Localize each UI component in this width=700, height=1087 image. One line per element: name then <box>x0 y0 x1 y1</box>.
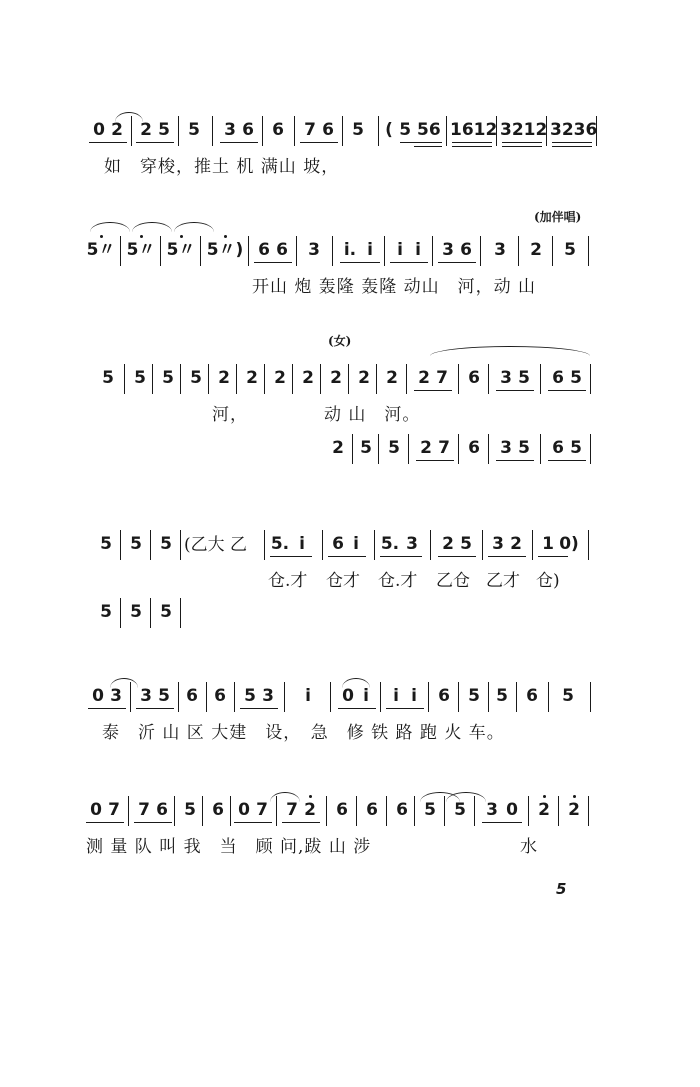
note: 2 <box>111 120 123 140</box>
note: 3 <box>486 800 498 820</box>
underline <box>270 556 312 557</box>
underline <box>452 142 492 143</box>
slur <box>90 222 130 232</box>
note: 0 <box>90 800 102 820</box>
note: 5. <box>380 534 400 554</box>
barline <box>474 796 475 826</box>
lyric-line: 开山 炮 轰隆 轰隆 动山 河，动 山 <box>252 277 537 297</box>
barline <box>540 434 541 464</box>
barline <box>160 236 161 266</box>
barline <box>208 364 209 394</box>
barline <box>152 364 153 394</box>
note: 2 <box>298 800 322 820</box>
note: 6 <box>276 240 288 260</box>
barline <box>432 236 433 266</box>
barline <box>376 364 377 394</box>
note: 5 <box>190 368 202 388</box>
note: 3 <box>500 368 512 388</box>
note: 5 <box>188 120 200 140</box>
note: 2 <box>140 120 152 140</box>
note: 5 <box>102 368 114 388</box>
barline <box>480 236 481 266</box>
barline <box>552 236 553 266</box>
note: 6 <box>468 368 480 388</box>
slur <box>174 222 214 232</box>
barline <box>150 598 151 628</box>
lyric-line: 测 量 队 叫 我 当 顾 问,跋 山 涉 <box>86 837 372 857</box>
note: 3 <box>110 686 122 706</box>
barline <box>124 364 125 394</box>
note: 5 <box>158 686 170 706</box>
underline <box>438 556 476 557</box>
note: 5 <box>562 686 574 706</box>
note: 6 <box>552 438 564 458</box>
note: 5 <box>518 438 530 458</box>
note: i. <box>343 240 357 260</box>
barline <box>128 796 129 826</box>
barline <box>384 236 385 266</box>
percussion-syllable: 仓.才 <box>378 571 418 591</box>
note: 5 <box>468 686 480 706</box>
barline <box>200 236 201 266</box>
barline <box>590 434 591 464</box>
underline <box>240 708 278 709</box>
barline <box>356 796 357 826</box>
underline <box>400 142 442 143</box>
note: 6 <box>396 800 408 820</box>
barline <box>458 434 459 464</box>
note: 5〃 <box>86 240 116 260</box>
accompaniment-mark: (加伴唱) <box>534 210 582 224</box>
percussion-intro: (乙大 乙 <box>184 535 248 555</box>
note: 6 <box>258 240 270 260</box>
note: i <box>397 240 403 260</box>
barline <box>180 364 181 394</box>
barline <box>212 116 213 146</box>
underline <box>386 708 424 709</box>
note: 2 <box>218 368 230 388</box>
note: 5 <box>360 438 372 458</box>
note: i <box>411 686 417 706</box>
percussion-syllable: 乙仓 <box>436 571 470 591</box>
barline <box>292 364 293 394</box>
note: 2 <box>532 800 556 820</box>
barline <box>296 236 297 266</box>
barline <box>320 364 321 394</box>
underline <box>282 822 320 823</box>
underline <box>136 708 174 709</box>
underline <box>390 262 428 263</box>
note: 0) <box>559 534 579 554</box>
note: 5 <box>162 368 174 388</box>
barline <box>532 530 533 560</box>
note: 5 <box>158 120 170 140</box>
barline <box>120 598 121 628</box>
female-voice-mark: (女) <box>328 334 352 348</box>
underline <box>552 146 592 147</box>
barline <box>332 236 333 266</box>
lyric-line: 如 穿梭，推土 机 满山 坡， <box>104 157 340 177</box>
note: i <box>353 534 359 554</box>
lyric-line: 动 山 河。 <box>324 405 421 425</box>
barline <box>276 796 277 826</box>
note: 3 <box>494 240 506 260</box>
underline <box>254 262 292 263</box>
note: 7 <box>438 438 450 458</box>
barline <box>386 796 387 826</box>
note: i <box>415 240 421 260</box>
note: ( <box>385 120 393 140</box>
underline <box>300 142 338 143</box>
note: 5 <box>100 602 112 622</box>
underline <box>548 460 586 461</box>
note: 5 <box>460 534 472 554</box>
note: 2 <box>358 368 370 388</box>
note: 5 <box>130 534 142 554</box>
note: 6 <box>186 686 198 706</box>
barline <box>262 116 263 146</box>
barline <box>428 682 429 712</box>
underline <box>502 146 542 147</box>
note: 7 <box>108 800 120 820</box>
barline <box>322 530 323 560</box>
note: 6 <box>460 240 472 260</box>
note: 5 <box>496 686 508 706</box>
note: 5. <box>270 534 290 554</box>
note: 5 <box>564 240 576 260</box>
note: 3236 <box>550 120 598 140</box>
note: 5〃) <box>206 240 244 260</box>
note: 7 <box>436 368 448 388</box>
note: 5 56 <box>399 120 441 140</box>
note: 5 <box>130 602 142 622</box>
barline <box>326 796 327 826</box>
note: 5 <box>388 438 400 458</box>
note: 2 <box>420 438 432 458</box>
underline <box>89 142 127 143</box>
barline <box>378 116 379 146</box>
note: 1 <box>542 534 554 554</box>
barline <box>588 530 589 560</box>
barline <box>352 434 353 464</box>
barline <box>380 682 381 712</box>
percussion-syllable: 仓.才 <box>268 571 308 591</box>
note: 3212 <box>500 120 548 140</box>
underline <box>496 390 534 391</box>
score-system-2 <box>0 240 700 310</box>
barline <box>458 364 459 394</box>
note: 3 <box>500 438 512 458</box>
note: 0 <box>238 800 250 820</box>
note: 6 <box>242 120 254 140</box>
note: 2 <box>386 368 398 388</box>
note: 7 <box>304 120 316 140</box>
barline <box>131 116 132 146</box>
slur <box>430 346 590 356</box>
note: i <box>367 240 373 260</box>
note: 6 <box>322 120 334 140</box>
barline <box>458 682 459 712</box>
note: 6 <box>336 800 348 820</box>
note: 2 <box>302 368 314 388</box>
note: 3 <box>262 686 274 706</box>
barline <box>294 116 295 146</box>
note: 5 <box>352 120 364 140</box>
barline <box>488 682 489 712</box>
lyric-line: 泰 沂 山 区 大建 设， 急 修 铁 路 跑 火 车。 <box>102 723 505 743</box>
note: i <box>305 686 311 706</box>
barline <box>264 364 265 394</box>
note: 6 <box>332 534 344 554</box>
note: 6 <box>214 686 226 706</box>
note: 3 <box>406 534 418 554</box>
note: 6 <box>438 686 450 706</box>
score-system-5 <box>0 686 700 756</box>
note: 5 <box>454 800 466 820</box>
barline <box>120 236 121 266</box>
barline <box>120 530 121 560</box>
barline <box>178 682 179 712</box>
underline <box>328 556 366 557</box>
underline <box>552 142 592 143</box>
note: 5 <box>160 534 172 554</box>
barline <box>234 682 235 712</box>
barline <box>516 682 517 712</box>
note: 0 <box>93 120 105 140</box>
score-system-1 <box>0 120 700 190</box>
note: 7 <box>286 800 298 820</box>
note: 3 <box>224 120 236 140</box>
barline <box>180 530 181 560</box>
note: 5 <box>134 368 146 388</box>
underline <box>414 146 442 147</box>
note: i <box>393 686 399 706</box>
barline <box>496 116 497 146</box>
note: 6 <box>212 800 224 820</box>
note: 0 <box>506 800 518 820</box>
barline <box>342 116 343 146</box>
barline <box>130 682 131 712</box>
underline <box>88 708 126 709</box>
note: 2 <box>510 534 522 554</box>
note: 6 <box>272 120 284 140</box>
underline <box>488 556 526 557</box>
underline <box>496 460 534 461</box>
note: 5 <box>570 368 582 388</box>
barline <box>444 796 445 826</box>
score-system-3 <box>0 368 700 478</box>
note: 2 <box>332 438 344 458</box>
barline <box>590 364 591 394</box>
underline <box>380 556 422 557</box>
underline <box>538 556 568 557</box>
barline <box>236 364 237 394</box>
percussion-syllable: 仓才 <box>326 571 360 591</box>
barline <box>590 682 591 712</box>
note: 2 <box>330 368 342 388</box>
note: i <box>299 534 305 554</box>
underline <box>414 390 452 391</box>
barline <box>378 434 379 464</box>
page-number: 5 <box>556 880 567 898</box>
note: 6 <box>156 800 168 820</box>
barline <box>406 364 407 394</box>
barline <box>264 530 265 560</box>
note: 3 <box>140 686 152 706</box>
note: 5 <box>518 368 530 388</box>
percussion-syllable: 仓) <box>536 571 560 591</box>
underline <box>438 262 476 263</box>
barline <box>430 530 431 560</box>
underline <box>482 822 522 823</box>
note: 6 <box>366 800 378 820</box>
percussion-syllable: 乙才 <box>486 571 520 591</box>
note: 2 <box>246 368 258 388</box>
note: 6 <box>468 438 480 458</box>
note: 6 <box>552 368 564 388</box>
barline <box>150 530 151 560</box>
underline <box>452 146 492 147</box>
note: 5 <box>160 602 172 622</box>
barline <box>180 598 181 628</box>
barline <box>518 236 519 266</box>
underline <box>338 708 376 709</box>
barline <box>248 236 249 266</box>
barline <box>348 364 349 394</box>
barline <box>482 530 483 560</box>
note: 2 <box>530 240 542 260</box>
note: 3 <box>442 240 454 260</box>
underline <box>134 822 172 823</box>
note: 5 <box>570 438 582 458</box>
note: 7 <box>256 800 268 820</box>
note: 3 <box>308 240 320 260</box>
barline <box>588 796 589 826</box>
barline <box>548 682 549 712</box>
underline <box>234 822 272 823</box>
note: 6 <box>526 686 538 706</box>
barline <box>374 530 375 560</box>
barline <box>558 796 559 826</box>
underline <box>220 142 258 143</box>
note: 1612 <box>450 120 498 140</box>
note: 5 <box>424 800 436 820</box>
slur <box>132 222 172 232</box>
barline <box>546 116 547 146</box>
lyric-line: 河， <box>212 405 248 425</box>
note: i <box>363 686 369 706</box>
score-system-4 <box>0 534 700 624</box>
note: 2 <box>418 368 430 388</box>
note: 0 <box>342 686 354 706</box>
barline <box>206 682 207 712</box>
note: 5 <box>184 800 196 820</box>
barline <box>488 364 489 394</box>
barline <box>174 796 175 826</box>
note: 7 <box>138 800 150 820</box>
note: 2 <box>442 534 454 554</box>
barline <box>446 116 447 146</box>
barline <box>528 796 529 826</box>
note: 5 <box>244 686 256 706</box>
barline <box>330 682 331 712</box>
note: 2 <box>274 368 286 388</box>
barline <box>540 364 541 394</box>
underline <box>136 142 174 143</box>
note: 0 <box>92 686 104 706</box>
barline <box>230 796 231 826</box>
underline <box>502 142 542 143</box>
note: 5〃 <box>126 240 156 260</box>
barline <box>596 116 597 146</box>
underline <box>340 262 380 263</box>
barline <box>284 682 285 712</box>
barline <box>408 434 409 464</box>
underline <box>86 822 124 823</box>
note: 5 <box>100 534 112 554</box>
barline <box>202 796 203 826</box>
barline <box>588 236 589 266</box>
underline <box>548 390 586 391</box>
lyric-line: 水 <box>520 837 538 857</box>
note: 3 <box>492 534 504 554</box>
note: 2 <box>562 800 586 820</box>
note: 5〃 <box>166 240 196 260</box>
barline <box>488 434 489 464</box>
barline <box>414 796 415 826</box>
score-system-6 <box>0 800 700 870</box>
underline <box>416 460 454 461</box>
barline <box>178 116 179 146</box>
